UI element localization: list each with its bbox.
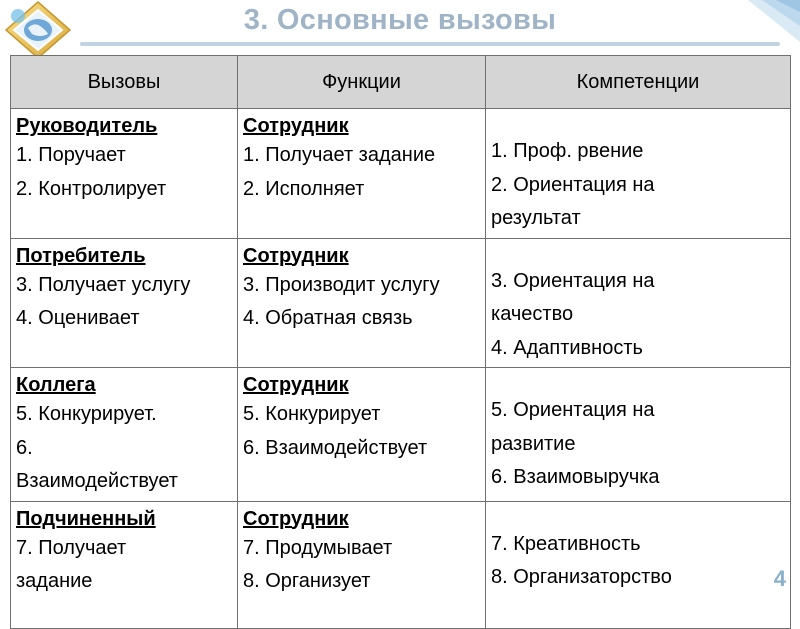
header-challenges: Вызовы [11,56,238,109]
page-number: 4 [773,566,786,591]
challenge-cell [11,501,238,628]
function-item: 8. Организует [243,570,371,592]
function-item: 4. Обратная связь [243,307,413,329]
challenge-cell [11,368,238,502]
challenge-cell [11,238,238,368]
role-title: Подчиненный [16,507,156,530]
role-title: Руководитель [16,115,158,137]
competency-item: 3. Ориентация на [491,269,655,292]
role-title: Коллега [16,374,96,396]
challenge-item: 2. Контролирует [16,177,167,200]
competency-item: 8. Организаторство [491,566,672,588]
header-competencies: Компетенции [486,56,791,109]
competency-item: 2. Ориентация на [491,173,655,196]
competency-cell [486,368,791,502]
function-item: 5. Конкурирует [243,403,381,425]
competency-item: результат [491,207,581,229]
table-row [11,109,791,239]
role-title: Сотрудник [243,244,349,267]
table-header-row [11,56,791,109]
challenge-item: Взаимодействует [16,470,178,492]
role-title: Сотрудник [243,507,349,530]
competency-item: 6. Взаимовыручка [491,466,660,488]
role-title: Сотрудник [243,115,349,137]
competency-cell [486,238,791,368]
title-underline [80,42,780,46]
function-item: 1. Получает задание [243,144,436,166]
competency-item: 7. Креативность [491,532,641,555]
challenge-item: 1. Поручает [16,144,126,166]
page-title: 3. Основные вызовы [243,4,557,36]
role-title: Сотрудник [243,374,349,396]
function-item: 6. Взаимодействует [243,436,428,459]
table-row [11,501,791,628]
competency-item: 5. Ориентация на [491,399,655,421]
table-row [11,368,791,502]
function-item: 7. Продумывает [243,536,393,559]
competency-item: 1. Проф. рвение [491,140,644,162]
challenge-item: 7. Получает [16,536,127,559]
competency-cell [486,501,791,628]
challenges-table [10,55,791,629]
challenge-cell [11,109,238,239]
competency-cell [486,109,791,239]
competency-item: качество [491,303,574,325]
role-title: Потребитель [16,244,146,267]
header-functions: Функции [238,56,486,109]
challenge-item: 6. [16,436,33,459]
competency-item: 4. Адаптивность [491,336,643,359]
competency-item: развитие [491,432,576,455]
function-item: 3. Производит услугу [243,273,440,296]
function-cell [238,109,486,239]
challenge-item: 5. Конкурирует. [16,403,157,425]
challenge-item: 3. Получает услугу [16,273,191,296]
challenge-item: 4. Оценивает [16,307,140,329]
function-cell [238,368,486,502]
function-cell [238,501,486,628]
function-cell [238,238,486,368]
challenge-item: задание [16,570,93,592]
function-item: 2. Исполняет [243,177,365,200]
table-row [11,238,791,368]
